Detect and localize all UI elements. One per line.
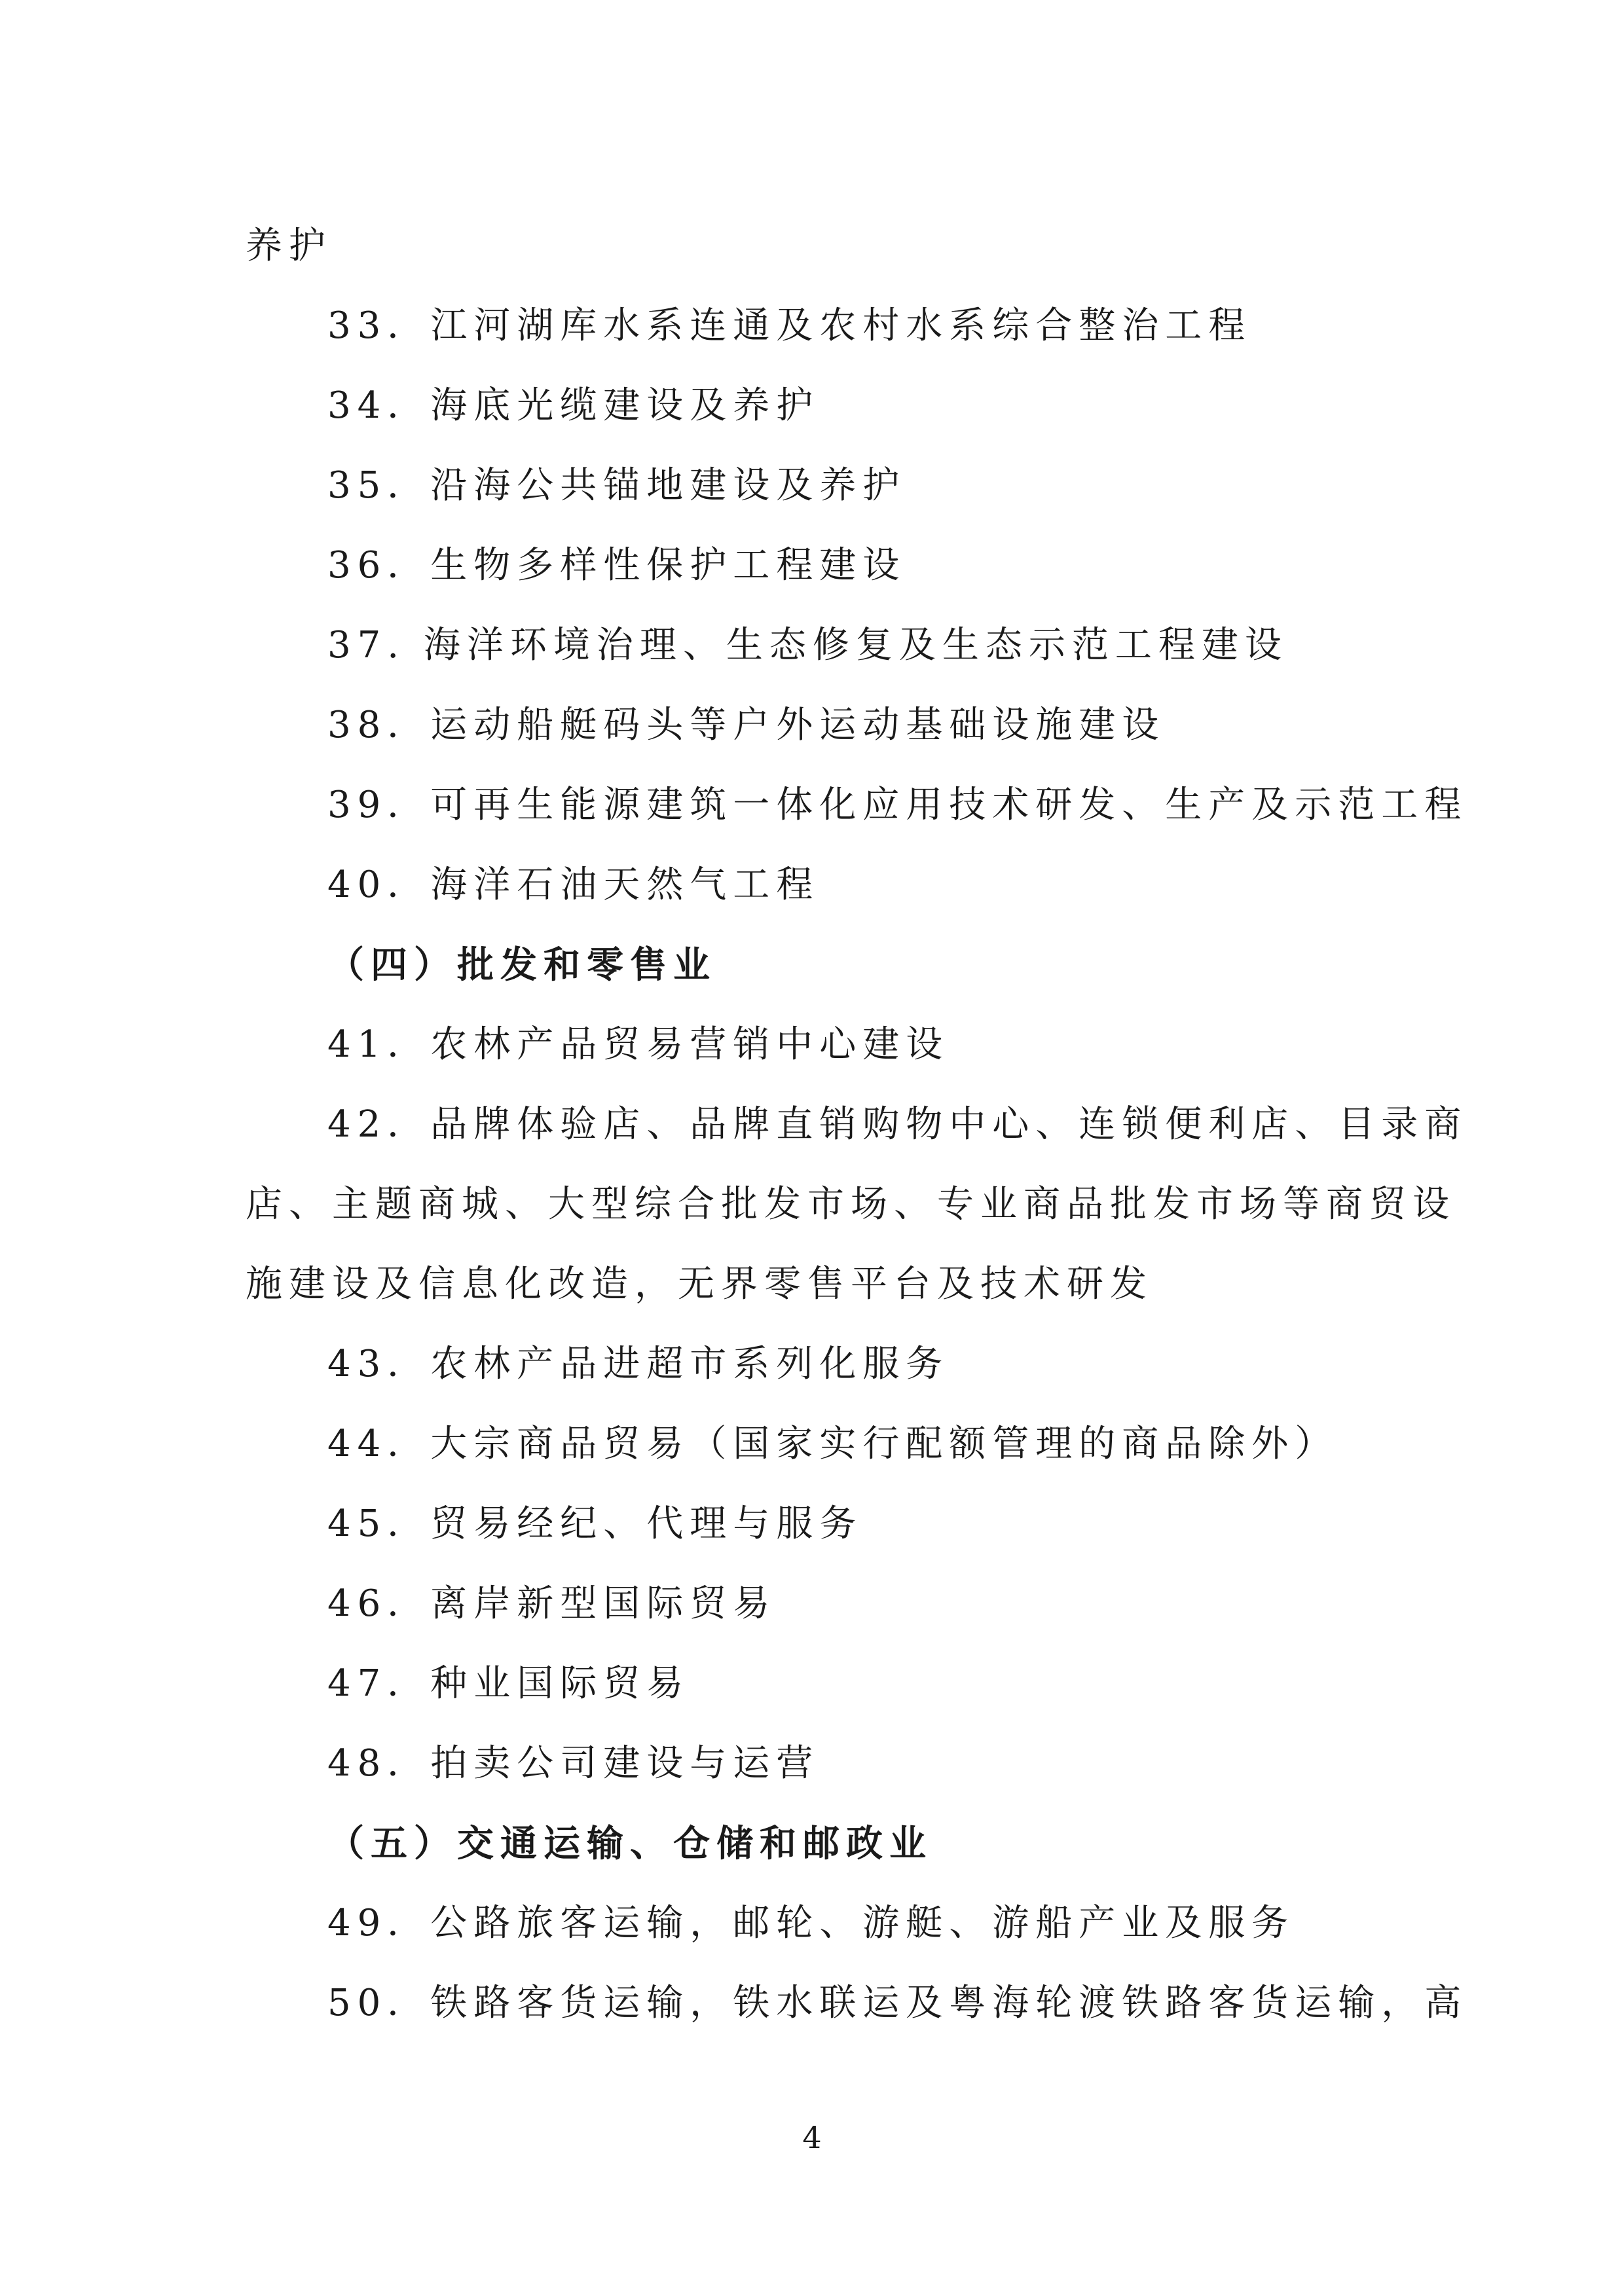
- section-heading-transport-storage-postal: （五）交通运输、仓储和邮政业: [327, 1822, 932, 1865]
- list-item-38: 38．运动船艇码头等户外运动基础设施建设: [327, 704, 1166, 746]
- list-item-44: 44．大宗商品贸易（国家实行配额管理的商品除外）: [327, 1423, 1338, 1465]
- page-number: 4: [802, 2120, 822, 2155]
- list-item-39: 39．可再生能源建筑一体化应用技术研发、生产及示范工程: [327, 784, 1468, 826]
- list-item-40: 40．海洋石油天然气工程: [327, 864, 820, 906]
- list-item-43: 43．农林产品进超市系列化服务: [327, 1343, 950, 1385]
- list-item-37: 37. 海洋环境治理、生态修复及生态示范工程建设: [327, 624, 1288, 666]
- list-item-35: 35．沿海公共锚地建设及养护: [327, 464, 906, 507]
- list-item-48: 48．拍卖公司建设与运营: [327, 1742, 820, 1785]
- list-item-41: 41．农林产品贸易营销中心建设: [327, 1023, 950, 1066]
- list-item-42-continuation: 施建设及信息化改造，无界零售平台及技术研发: [246, 1263, 1153, 1305]
- list-item-34: 34．海底光缆建设及养护: [327, 384, 820, 427]
- list-item-50: 50．铁路客货运输，铁水联运及粤海轮渡铁路客货运输，高: [327, 1982, 1468, 2024]
- section-heading-wholesale-retail: （四）批发和零售业: [327, 943, 716, 987]
- list-item-36: 36．生物多样性保护工程建设: [327, 544, 906, 587]
- text-line-continuation: 养护: [246, 225, 332, 267]
- list-item-45: 45．贸易经纪、代理与服务: [327, 1503, 863, 1545]
- list-item-47: 47．种业国际贸易: [327, 1662, 690, 1705]
- list-item-33: 33．江河湖库水系连通及农村水系综合整治工程: [327, 304, 1252, 347]
- list-item-49: 49．公路旅客运输，邮轮、游艇、游船产业及服务: [327, 1902, 1295, 1944]
- list-item-42-continuation: 店、主题商城、大型综合批发市场、专业商品批发市场等商贸设: [246, 1183, 1456, 1226]
- list-item-42: 42．品牌体验店、品牌直销购物中心、连锁便利店、目录商: [327, 1103, 1468, 1146]
- list-item-46: 46．离岸新型国际贸易: [327, 1582, 777, 1625]
